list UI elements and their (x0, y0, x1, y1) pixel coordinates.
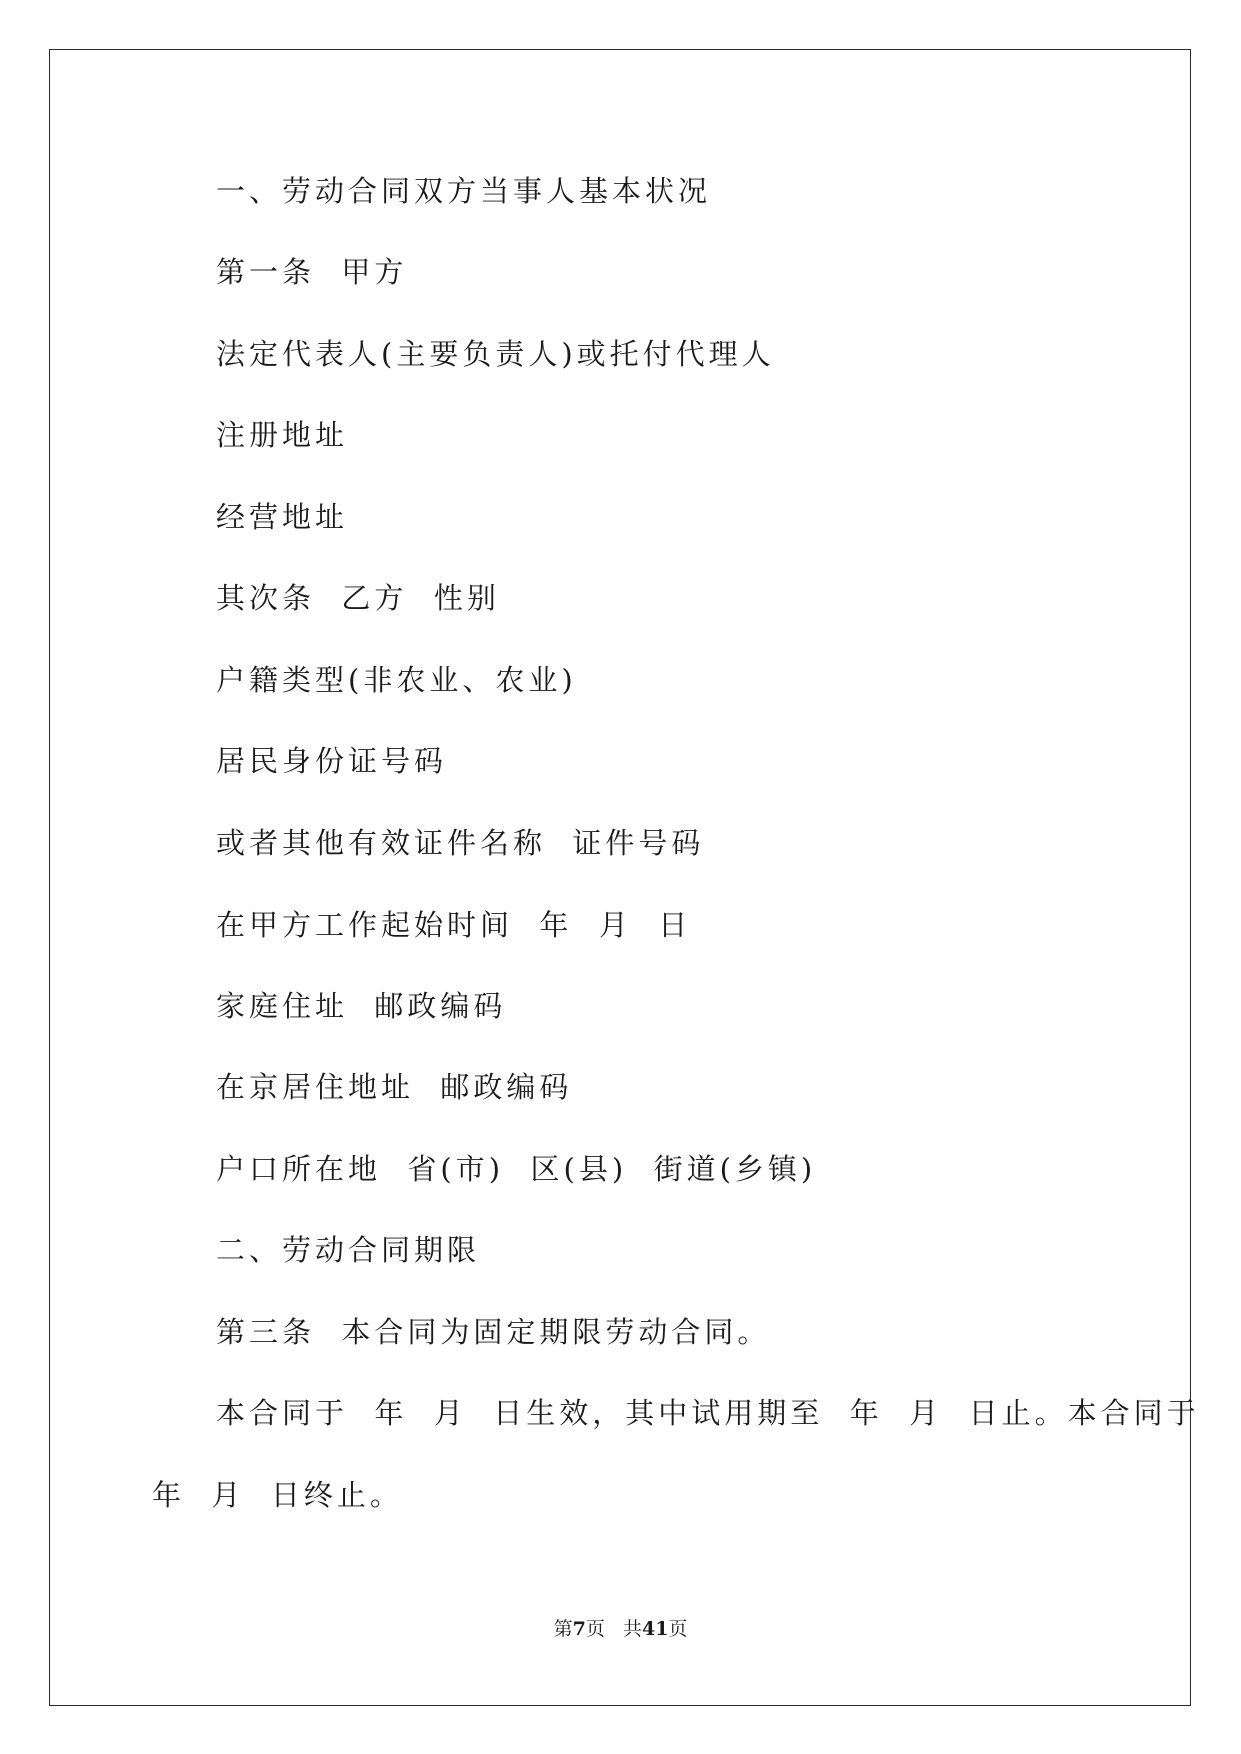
article-1-party-a: 第一条 甲方 (216, 255, 408, 289)
start-date-line: 在甲方工作起始时间 年 月 日 (216, 908, 692, 942)
page-suffix: 页 (585, 1618, 605, 1640)
page-footer (0, 1617, 1241, 1641)
household-type-line: 户籍类型(非农业、农业) (216, 663, 577, 697)
other-id-line: 或者其他有效证件名称 证件号码 (216, 826, 705, 860)
beijing-address-line: 在京居住地址 邮政编码 (216, 1070, 573, 1104)
contract-term-continuation: 年 月 日终止。 (152, 1478, 403, 1512)
page-prefix: 第 (553, 1618, 573, 1640)
total-prefix: 共 (622, 1618, 642, 1640)
legal-representative-line: 法定代表人(主要负责人)或托付代理人 (216, 337, 775, 371)
section-heading-2: 二、劳动合同期限 (216, 1233, 481, 1267)
registered-address-line: 注册地址 (216, 418, 349, 452)
home-address-line: 家庭住址 邮政编码 (216, 989, 507, 1023)
business-address-line: 经营地址 (216, 500, 349, 534)
article-2-party-b: 其次条 乙方 性别 (216, 581, 500, 615)
article-3-line: 第三条 本合同为固定期限劳动合同。 (216, 1315, 771, 1349)
page-border (49, 49, 1191, 1706)
hukou-location-line: 户口所在地 省(市) 区(县) 街道(乡镇) (216, 1152, 817, 1186)
contract-term-line: 本合同于 年 月 日生效，其中试用期至 年 月 日止。本合同于 (216, 1396, 1200, 1430)
id-number-line: 居民身份证号码 (216, 744, 448, 778)
total-suffix: 页 (668, 1618, 688, 1640)
total-pages: 41 (641, 1618, 669, 1640)
section-heading-1: 一、劳动合同双方当事人基本状况 (216, 174, 712, 208)
page-number: 7 (572, 1618, 586, 1640)
